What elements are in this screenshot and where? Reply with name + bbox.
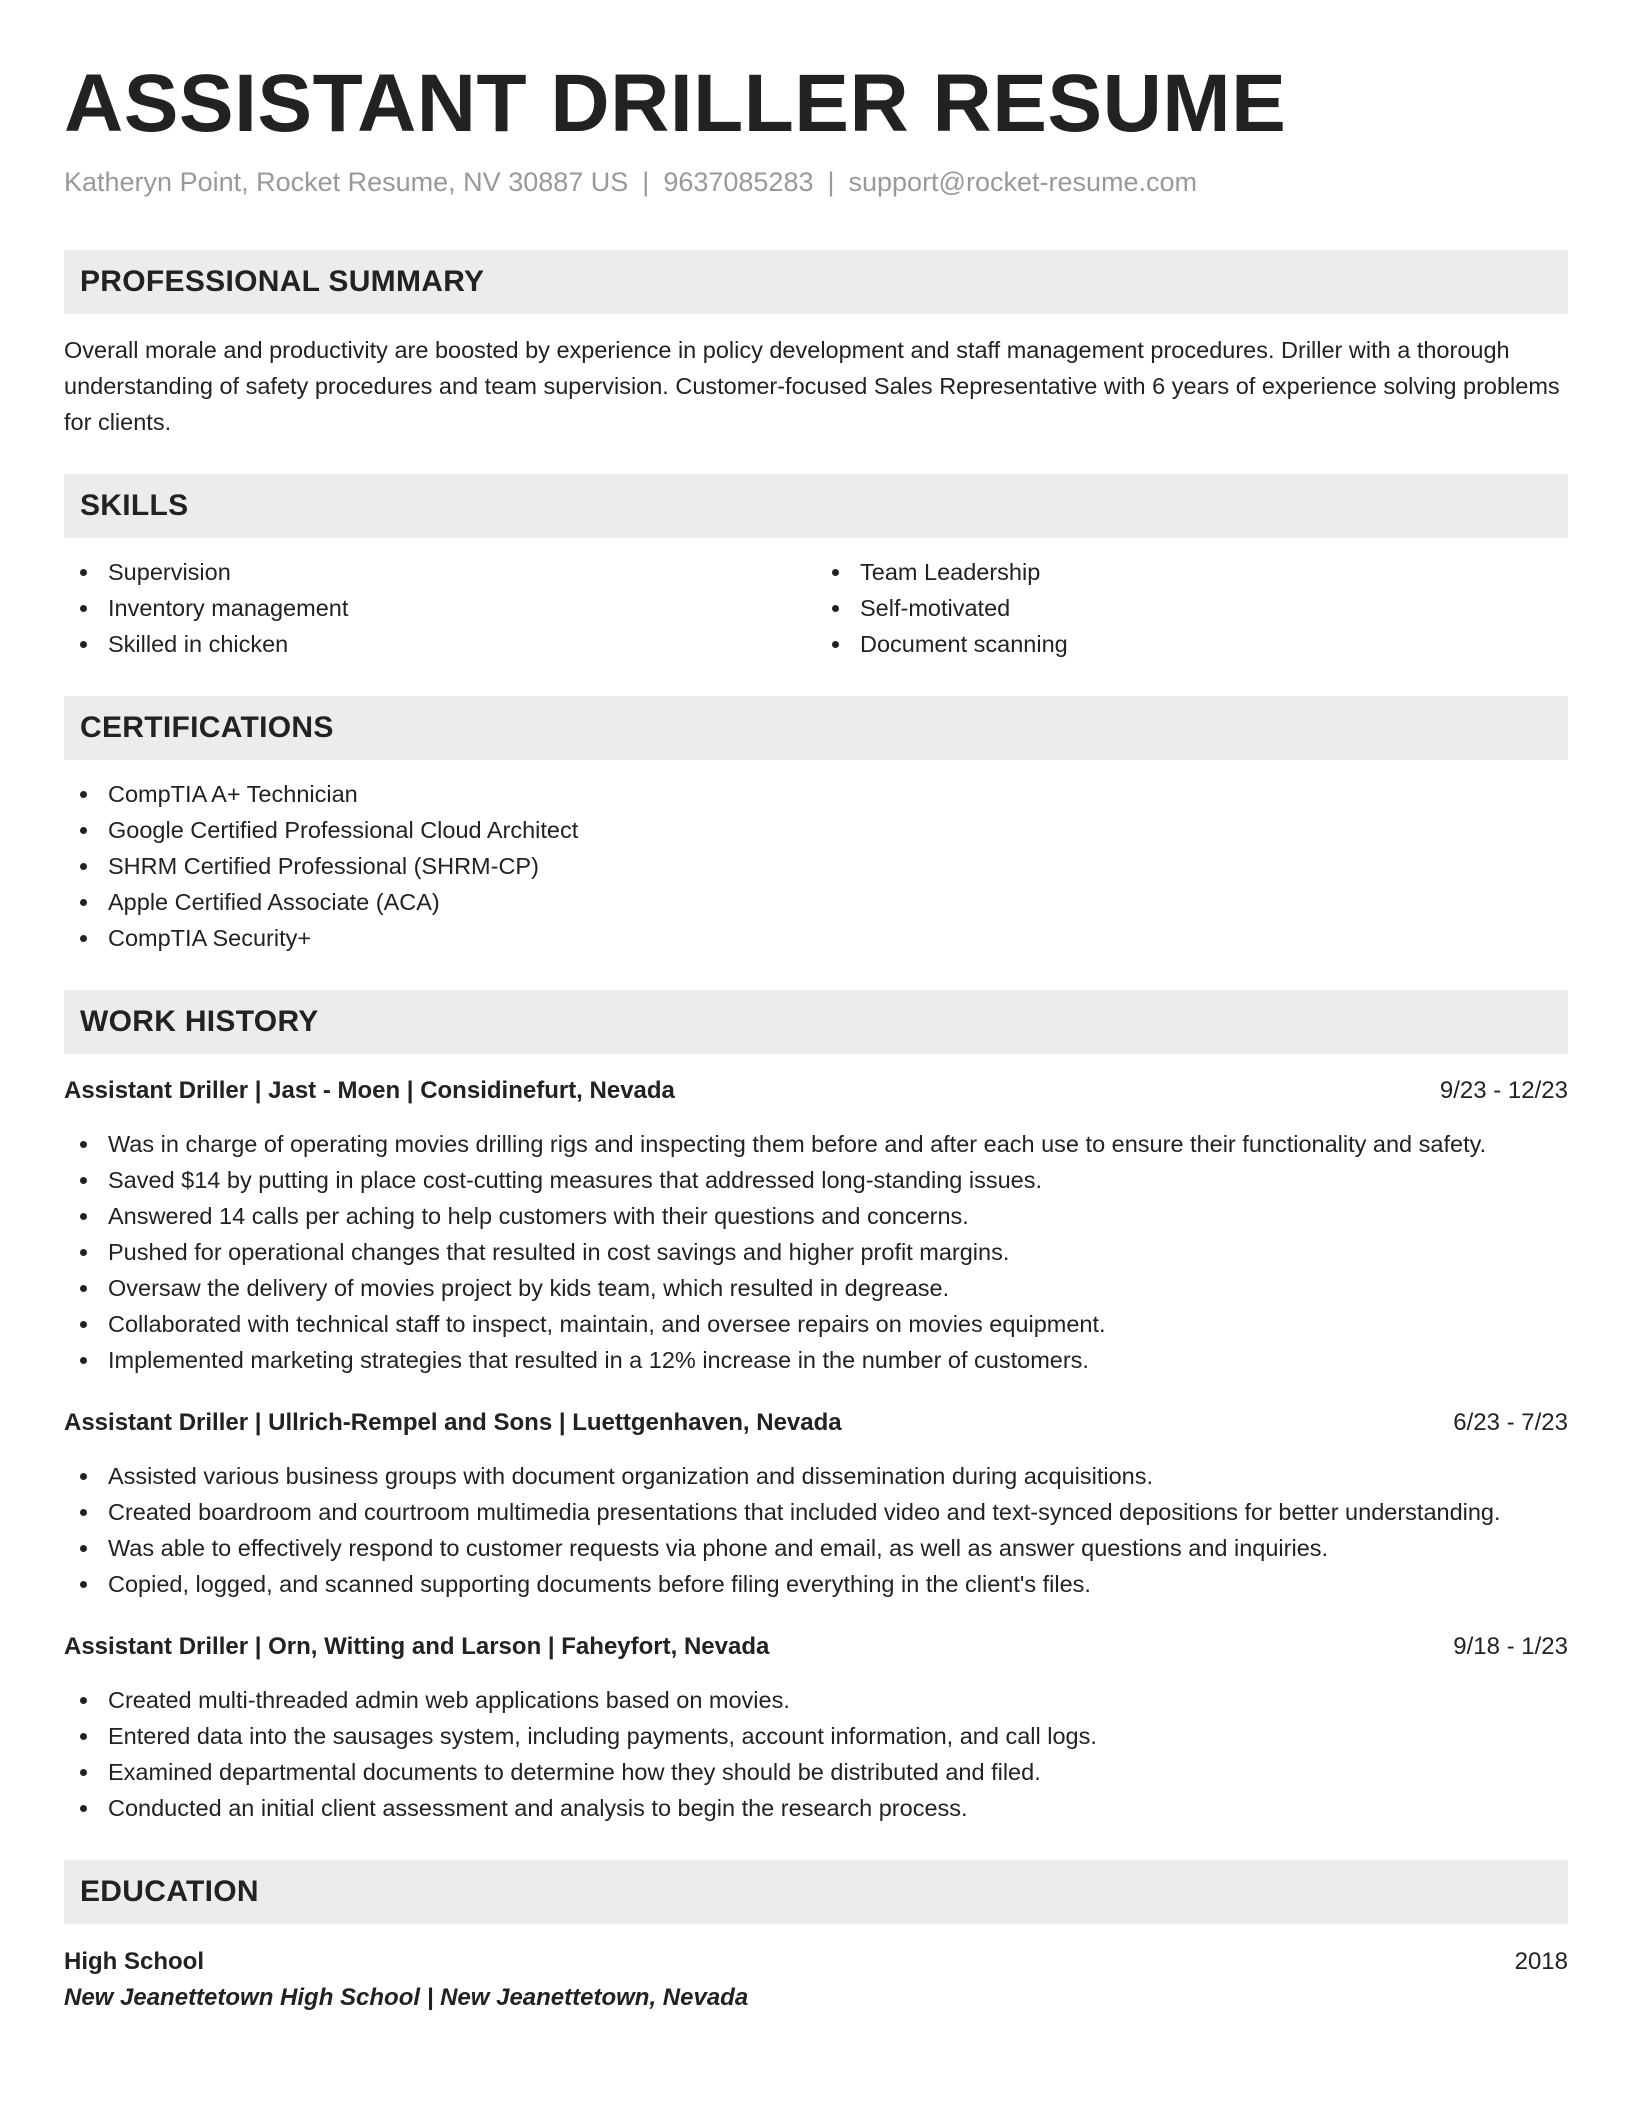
contact-separator: | [642, 167, 650, 197]
certifications-section-header [64, 696, 1568, 760]
summary-heading: PROFESSIONAL SUMMARY [80, 265, 485, 298]
job-bullet: Created multi-threaded admin web applications based on movies. [64, 1682, 1568, 1718]
skill-item: Self-motivated [816, 590, 1568, 626]
skill-item: Team Leadership [816, 554, 1568, 590]
job-bullet: Oversaw the delivery of movies project by kids team, which resulted in degrease. [64, 1270, 1568, 1306]
job-bullet: Copied, logged, and scanned supporting documents before filing everything in the client's files. [64, 1566, 1568, 1602]
skills-column-right [816, 554, 1568, 662]
job-bullet: Conducted an initial client assessment and analysis to begin the research process. [64, 1790, 1568, 1826]
contact-separator: | [827, 167, 835, 197]
skill-item: Supervision [64, 554, 816, 590]
skill-item: Document scanning [816, 626, 1568, 662]
job-header [64, 1630, 1568, 1664]
job-dates: 9/18 - 1/23 [1453, 1633, 1568, 1660]
certification-item: CompTIA A+ Technician [64, 776, 1568, 812]
skills-heading: SKILLS [80, 489, 189, 522]
job-bullet: Pushed for operational changes that resulted in cost savings and higher profit margins. [64, 1234, 1568, 1270]
job-bullet: Assisted various business groups with document organization and dissemination during acquisitions. [64, 1458, 1568, 1494]
education-heading: EDUCATION [80, 1875, 259, 1908]
contact-line [64, 164, 1568, 200]
job-bullet: Created boardroom and courtroom multimedia presentations that included video and text-synced depositions for better understanding. [64, 1494, 1568, 1530]
job-entry [64, 1074, 1568, 1378]
education-section-header [64, 1860, 1568, 1924]
job-bullets [64, 1682, 1568, 1826]
certifications-heading: CERTIFICATIONS [80, 711, 334, 744]
contact-address: Katheryn Point, Rocket Resume, NV 30887 US [64, 167, 629, 197]
education-year: 2018 [1514, 1948, 1568, 1975]
summary-text: Overall morale and productivity are boosted by experience in policy development and staff management procedures. Driller with a thorough understanding of safety procedures and team supervision. Customer-focused Sales Representative with 6 years of experience solving problems for clients. [64, 337, 1560, 435]
job-title: Assistant Driller | Jast - Moen | Considinefurt, Nevada [64, 1077, 675, 1104]
job-bullet: Was able to effectively respond to customer requests via phone and email, as well as answer questions and inquiries. [64, 1530, 1568, 1566]
job-header [64, 1074, 1568, 1108]
contact-email: support@rocket-resume.com [848, 167, 1198, 197]
job-bullet: Was in charge of operating movies drilling rigs and inspecting them before and after each use to ensure their functionality and safety. [64, 1126, 1568, 1162]
certification-item: CompTIA Security+ [64, 920, 1568, 956]
job-dates: 6/23 - 7/23 [1453, 1409, 1568, 1436]
job-bullet: Answered 14 calls per aching to help customers with their questions and concerns. [64, 1198, 1568, 1234]
education-header [64, 1944, 1568, 1980]
job-bullets [64, 1458, 1568, 1602]
certification-item: Apple Certified Associate (ACA) [64, 884, 1568, 920]
skill-item: Skilled in chicken [64, 626, 816, 662]
job-entry [64, 1406, 1568, 1602]
job-bullet: Saved $14 by putting in place cost-cutting measures that addressed long-standing issues. [64, 1162, 1568, 1198]
job-title: Assistant Driller | Orn, Witting and Larson | Faheyfort, Nevada [64, 1633, 770, 1660]
certifications-list [64, 776, 1568, 956]
certification-item: SHRM Certified Professional (SHRM-CP) [64, 848, 1568, 884]
contact-phone: 9637085283 [663, 167, 814, 197]
job-bullets [64, 1126, 1568, 1378]
skills-section-header [64, 474, 1568, 538]
job-bullet: Implemented marketing strategies that resulted in a 12% increase in the number of customers. [64, 1342, 1568, 1378]
education-degree: High School [64, 1948, 204, 1975]
work-history-heading: WORK HISTORY [80, 1005, 319, 1038]
certification-item: Google Certified Professional Cloud Architect [64, 812, 1568, 848]
skills-column-left [64, 554, 816, 662]
skills-list [64, 554, 1568, 662]
job-entry [64, 1630, 1568, 1826]
job-bullet: Examined departmental documents to determine how they should be distributed and filed. [64, 1754, 1568, 1790]
job-bullet: Entered data into the sausages system, including payments, account information, and call logs. [64, 1718, 1568, 1754]
education-school: New Jeanettetown High School | New Jeanettetown, Nevada [64, 1984, 749, 2011]
work-history-section-header [64, 990, 1568, 1054]
resume-title: ASSISTANT DRILLER RESUME [64, 58, 1287, 149]
job-bullet: Collaborated with technical staff to inspect, maintain, and oversee repairs on movies equipment. [64, 1306, 1568, 1342]
summary-section-header [64, 250, 1568, 314]
job-title: Assistant Driller | Ullrich-Rempel and Sons | Luettgenhaven, Nevada [64, 1409, 842, 1436]
job-dates: 9/23 - 12/23 [1439, 1077, 1568, 1104]
job-header [64, 1406, 1568, 1440]
skill-item: Inventory management [64, 590, 816, 626]
